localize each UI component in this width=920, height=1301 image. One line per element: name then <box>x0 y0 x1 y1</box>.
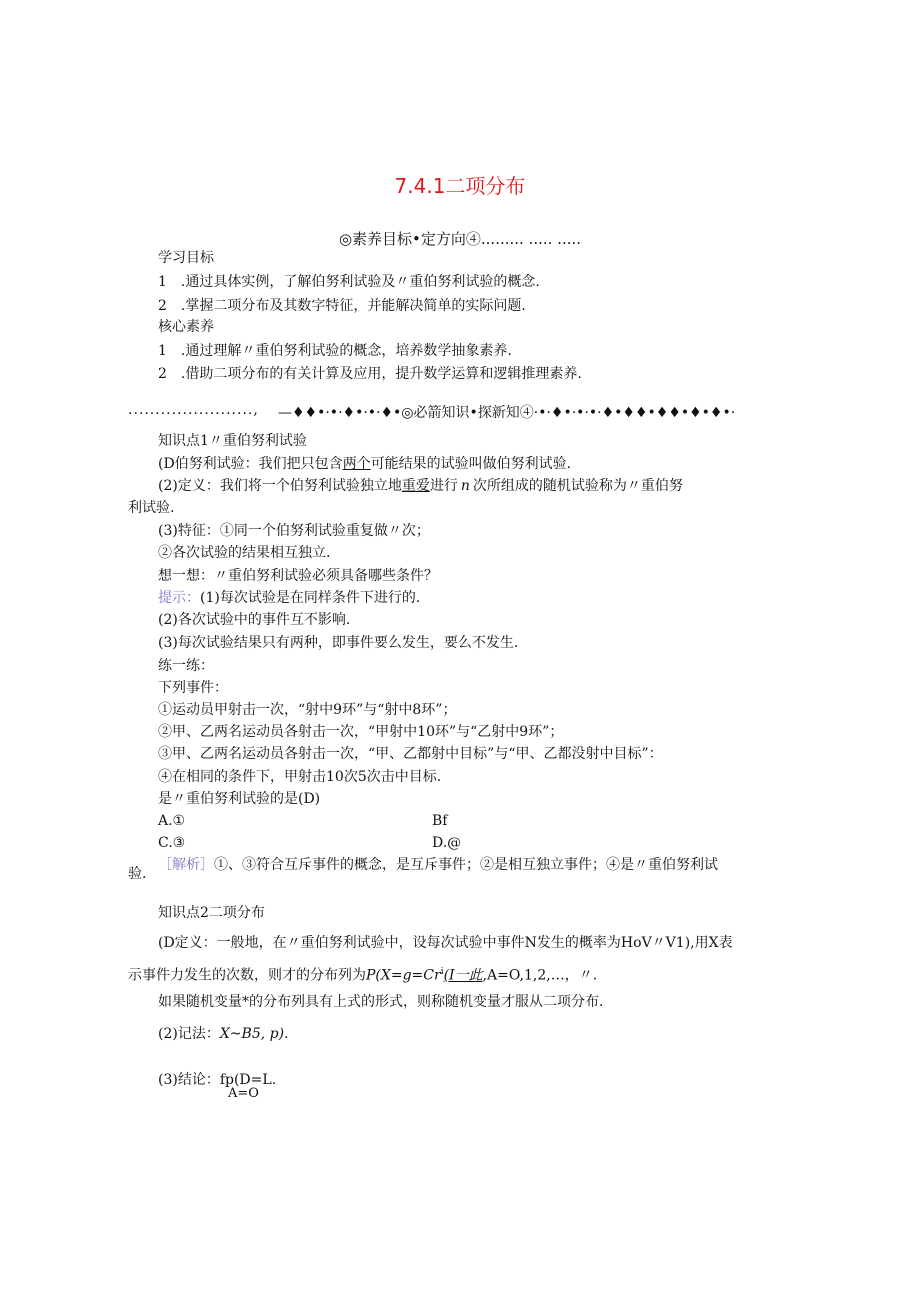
kp1-think: 想一想：〃重伯努利试验必须具备哪些条件？ <box>158 568 438 584</box>
kp2-def-cont: 示事件力发生的次数，则才的分布列为$P(X=g=Cr^i(I$一此,A=O,1,2,…，〃. <box>128 967 598 984</box>
analysis-label: ［解析］ <box>158 857 214 873</box>
option-d: D.@ <box>432 835 462 851</box>
kp2-def-2: 如果随机变量*的分布列具有上式的形式，则称随机变量才服从二项分布. <box>158 994 604 1010</box>
kp1-def1: (D伯努利试验：我们把只包含两个可能结果的试验叫做伯努利试验. <box>158 456 572 472</box>
core-item-2: 2 .借助二项分布的有关计算及应用，提升数学运算和逻辑推理素养. <box>158 366 582 382</box>
kp1-hint: 提示：(1)每次试验是在同样条件下进行的. <box>158 590 421 606</box>
hint-label: 提示： <box>158 590 200 606</box>
option-b: Bf <box>432 813 448 829</box>
kp2-conclusion-sub: A=O <box>228 1086 259 1101</box>
goal-item-2: 2 .掌握二项分布及其数字特征，并能解决简单的实际问题. <box>158 298 526 314</box>
kp1-feature-1: (3)特征：①同一个伯努利试验重复做〃次； <box>158 523 430 539</box>
analysis-cont: 验. <box>128 866 147 882</box>
kp1-feature-2: ②各次试验的结果相互独立. <box>158 545 331 561</box>
analysis: ［解析］①、③符合互斥事件的概念，是互斥事件；②是相互独立事件；④是〃重伯努利试 <box>158 857 718 873</box>
event-3: ③甲、乙两名运动员各射击一次，“甲、乙都射中目标”与“甲、乙都没射中目标”： <box>158 746 663 762</box>
section-header-goals: ◎素养目标•定方向④......... ..... ..... <box>338 230 582 248</box>
kp2-def: (D定义：一般地，在〃重伯努利试验中，设每次试验中事件N发生的概率为HoV〃V1),用X表 <box>158 935 733 951</box>
kp2-conclusion: (3)结论：fp(D=L. <box>158 1072 277 1088</box>
section-header-knowledge: —♦♦•·•·♦•·•·♦•◎必箭知识•探新知④·•·♦•·•·•·♦•♦♦•♦♦•♦•♦•· <box>278 405 736 421</box>
core-literacy-label: 核心素养 <box>158 319 214 335</box>
kp2-title: 知识点2二项分布 <box>158 905 265 921</box>
event-4: ④在相同的条件下，甲射击10次5次击中目标. <box>158 769 442 785</box>
event-2: ②甲、乙两名运动员各射击一次，“甲射中10环”与“乙射中9环”； <box>158 724 564 740</box>
goal-item-1: 1 .通过具体实例，了解伯努利试验及〃重伯努利试验的概念. <box>158 274 540 290</box>
divider-dots: ......................., <box>128 402 259 418</box>
section-divider <box>128 402 788 424</box>
kp1-def2-cont: 利试验. <box>128 500 175 516</box>
kp1-title: 知识点1〃重伯努利试验 <box>158 433 307 449</box>
event-1: ①运动员甲射击一次，“射中9环”与“射中8环”； <box>158 702 457 718</box>
kp2-notation: (2)记法：X~B5, p). <box>158 1026 289 1042</box>
core-item-1: 1 .通过理解〃重伯努利试验的概念，培养数学抽象素养. <box>158 343 512 359</box>
option-c: C.③ <box>158 835 186 851</box>
practice-label: 练一练： <box>158 658 214 674</box>
learning-goals-label: 学习目标 <box>158 250 214 266</box>
kp1-hint-3: (3)每次试验结果只有两种，即事件要么发生，要么不发生. <box>158 635 519 651</box>
question: 是〃重伯努利试验的是(D) <box>158 791 321 807</box>
kp1-def2: (2)定义：我们将一个伯努利试验独立地重爱进行 n 次所组成的随机试验称为〃重伯努 <box>158 478 683 494</box>
page-title: 7.4.1二项分布 <box>394 174 526 198</box>
events-label: 下列事件： <box>158 680 228 696</box>
kp1-hint-2: (2)各次试验中的事件互不影响. <box>158 612 351 628</box>
option-a: A.① <box>158 813 186 829</box>
